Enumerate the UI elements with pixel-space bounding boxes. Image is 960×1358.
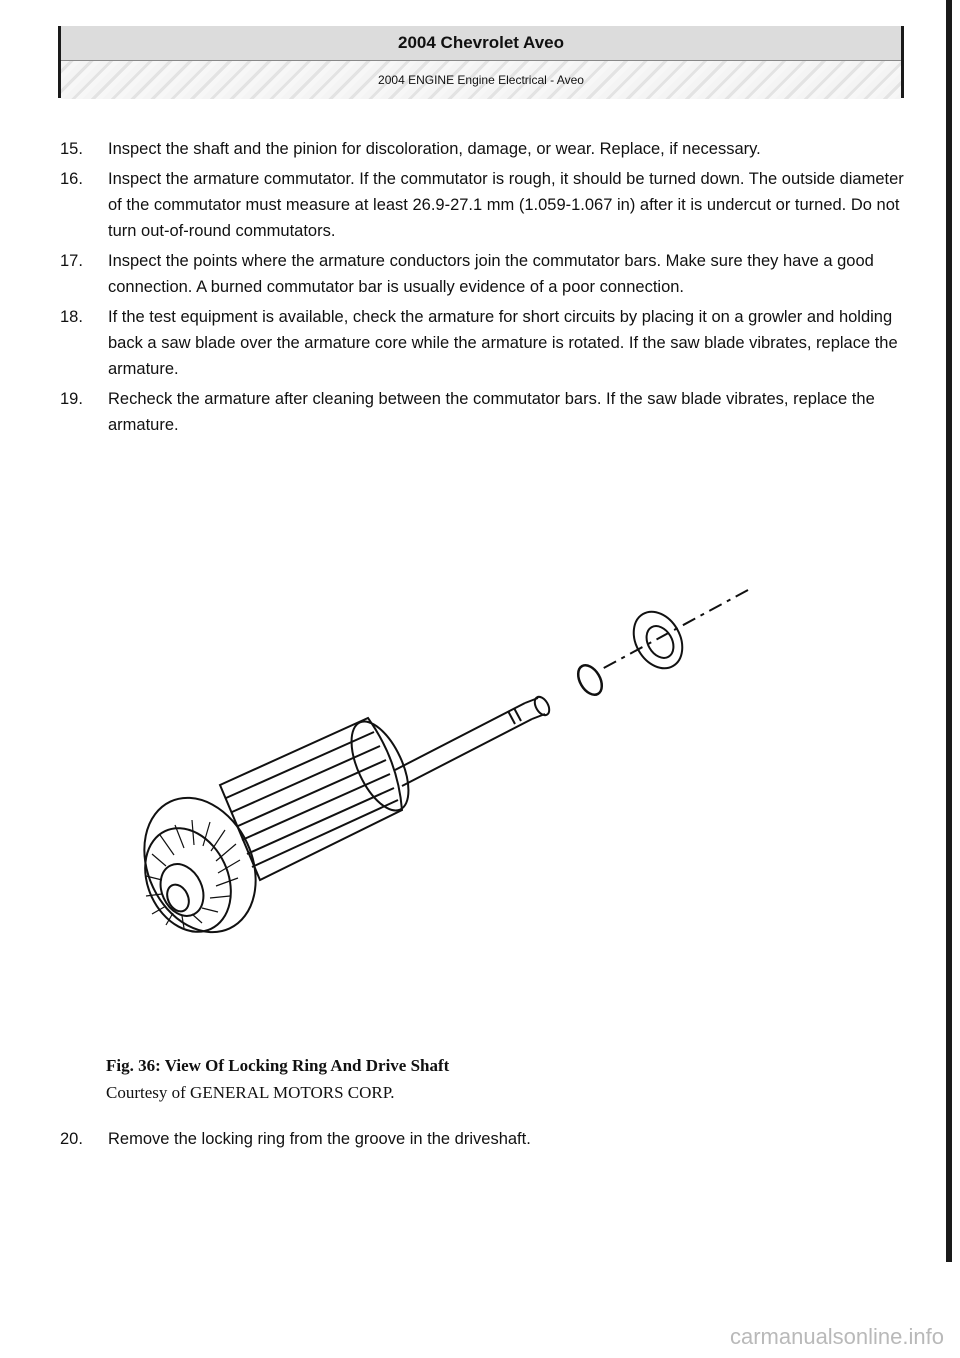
step-20 [60,1126,910,1152]
figure-caption-credit: Courtesy of GENERAL MOTORS CORP. [106,1083,395,1102]
step-19 [60,386,910,438]
armature-core [220,713,420,880]
header-title: 2004 Chevrolet Aveo [61,26,901,61]
step-15 [60,136,910,162]
commutator [130,780,277,951]
step-18 [60,304,910,382]
figure-caption [106,1052,449,1106]
armature-illustration [130,580,770,1050]
drive-shaft [395,694,552,786]
step-number: 16. [60,170,83,188]
page-header [58,26,904,98]
step-text: Remove the locking ring from the groove in the driveshaft. [108,1130,531,1148]
step-number: 17. [60,252,83,270]
shaft-axis-line [600,590,748,670]
step-text: If the test equipment is available, check the armature for short circuits by placing it on a growler and holding back a saw blade over the armature core while the armature is rotated. If the saw blade vibrates, replace the armature. [108,308,898,378]
watermark: carmanualsonline.info [729,1324,944,1349]
thrust-washer [624,603,692,677]
step-text: Recheck the armature after cleaning between the commutator bars. If the saw blade vibrates, replace the armature. [108,390,875,434]
step-number: 20. [60,1130,83,1148]
step-text: Inspect the shaft and the pinion for discoloration, damage, or wear. Replace, if necessary. [108,140,761,158]
step-number: 15. [60,140,83,158]
step-17 [60,248,910,300]
header-subtitle: 2004 ENGINE Engine Electrical - Aveo [61,61,901,99]
procedure-steps [60,136,910,442]
step-text: Inspect the armature commutator. If the commutator is rough, it should be turned down. The outside diameter of the commutator must measure at least 26.9-27.1 mm (1.059-1.067 in) after it is undercut or turned. Do not turn out-of-round commutators. [108,170,904,240]
locking-ring [573,661,606,699]
step-text: Inspect the points where the armature conductors join the commutator bars. Make sure they have a good connection. A burned commutator bar is usually evidence of a poor connection. [108,252,874,296]
step-number: 19. [60,390,83,408]
right-margin-rule [946,0,952,1262]
step-16 [60,166,910,244]
figure-caption-title: Fig. 36: View Of Locking Ring And Drive Shaft [106,1056,450,1075]
step-number: 18. [60,308,83,326]
